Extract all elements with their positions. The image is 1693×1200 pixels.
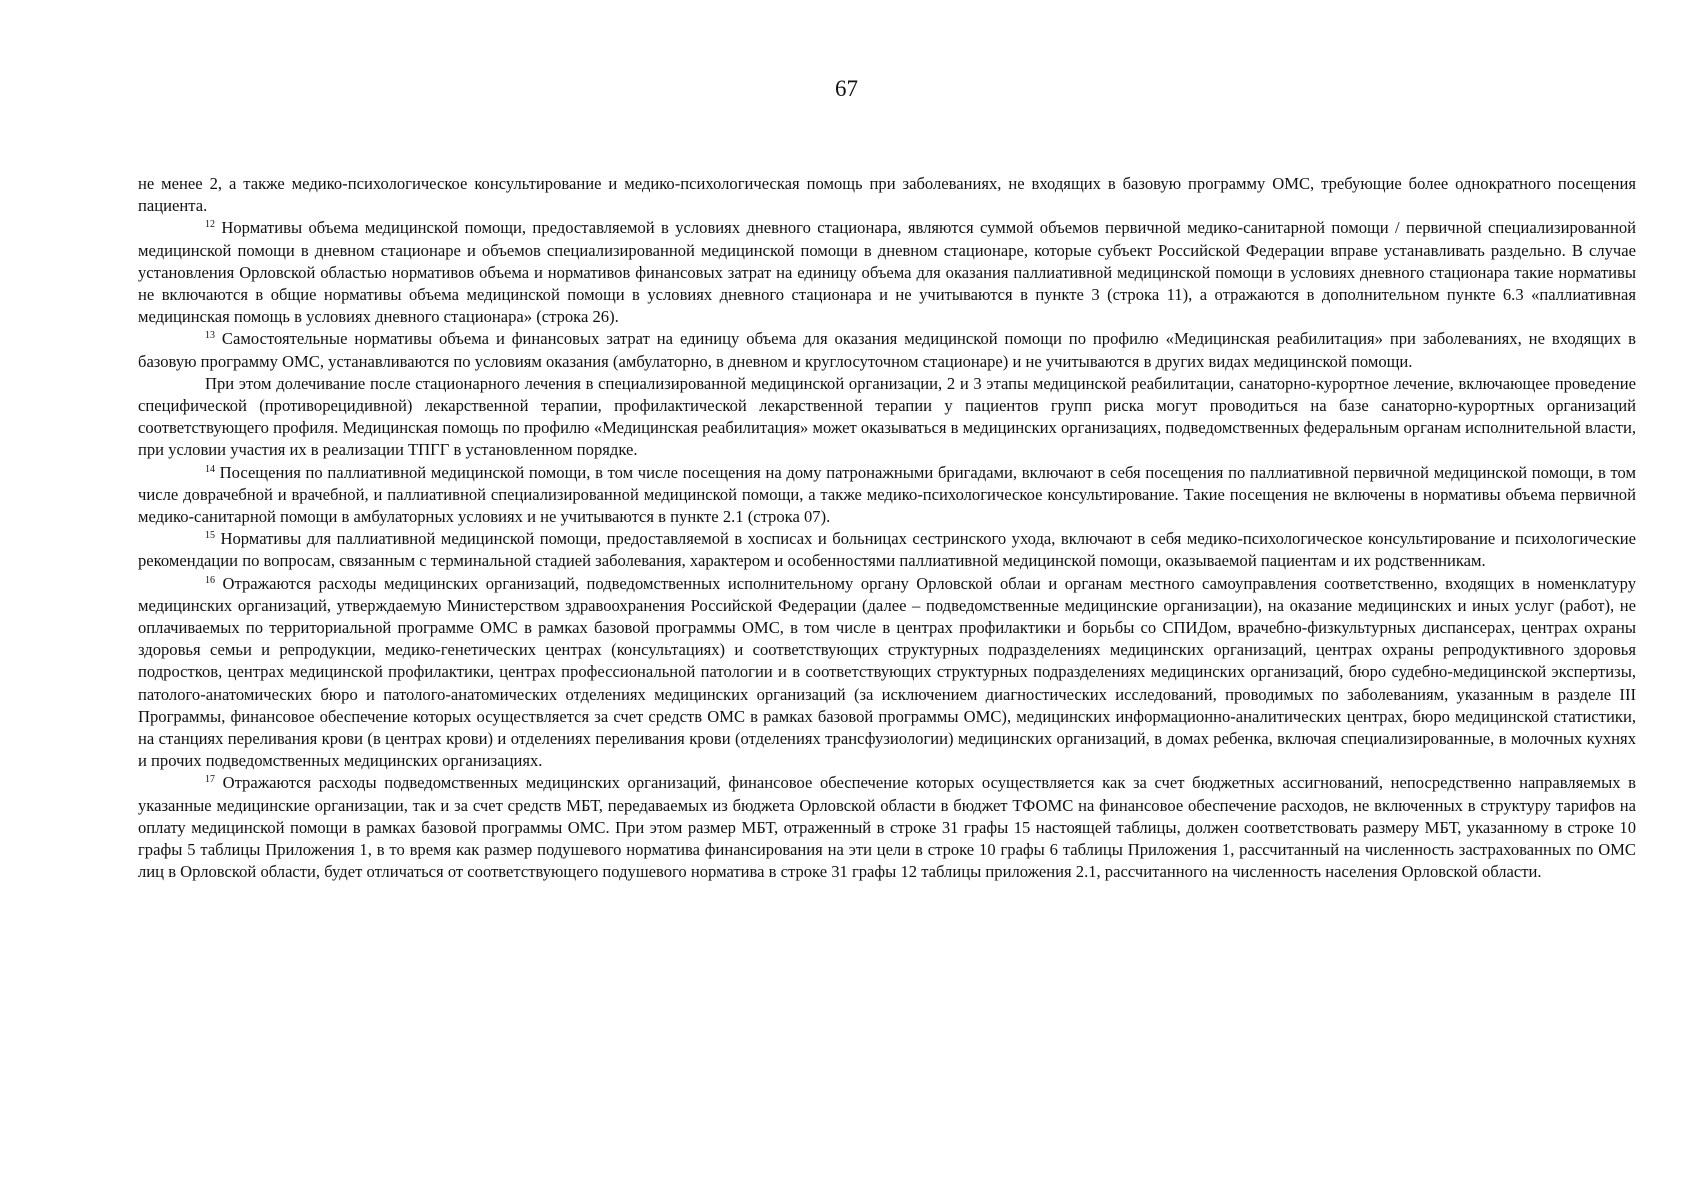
footnote-marker: 15 [205,530,215,542]
footnote-text: Самостоятельные нормативы объема и финансовых затрат на единицу объема для оказания медицинской помощи по профилю «Медицинская реабилитация» при заболеваниях, не входящих в базовую программу ОМС, устанавливаются по условиям оказания (амбулаторно, в дневном и круглосуточном стационаре) и не учитываются в других видах медицинской помощи. [138,329,1636,371]
footnote-13 [138,328,1636,372]
footnote-marker: 13 [205,330,215,342]
footnote-13-continuation [138,373,1636,462]
footnote-marker: 17 [205,774,215,786]
footnote-text: Отражаются расходы подведомственных медицинских организаций, финансовое обеспечение которых осуществляется как за счет бюджетных ассигнований, непосредственно направляемых в указанные медицинские организации, так и за счет средств МБТ, передаваемых из бюджета Орловской области в бюджет ТФОМС на финансовое обеспечение расходов, не включенных в структуру тарифов на оплату медицинской помощи в рамках базовой программы ОМС. При этом размер МБТ, отраженный в строке 31 графы 15 настоящей таблицы, должен соответствовать размеру МБТ, указанному в строке 10 графы 5 таблицы Приложения 1, в то время как размер подушевого норматива финансирования на эти цели в строке 10 графы 6 таблицы Приложения 1, рассчитанный на численность застрахованных по ОМС лиц в Орловской области, будет отличаться от соответствующего подушевого норматива в строке 31 графы 12 таблицы приложения 2.1, рассчитанного на численность населения Орловской области. [138,773,1636,882]
paragraph-text: не менее 2, а также медико-психологическое консультирование и медико-психологическая помощь при заболеваниях, не входящих в базовую программу ОМС, требующие более однократного посещения пациента. [138,174,1636,216]
page-number: 67 [835,76,858,101]
footnote-text: Нормативы для паллиативной медицинской помощи, предоставляемой в хосписах и больницах сестринского ухода, включают в себя медико-психологическое консультирование и психологические рекомендации по вопросам, связанным с терминальной стадией заболевания, характером и особенностями паллиативной медицинской помощи, оказываемой пациентам и их родственникам. [138,529,1636,571]
footnote-16 [138,573,1636,773]
footnote-marker: 16 [205,574,215,586]
footnote-text: Нормативы объема медицинской помощи, предоставляемой в условиях дневного стационара, являются суммой объемов первичной медико-санитарной помощи / первичной специализированной медицинской помощи в дневном стационаре и объемов специализированной медицинской помощи в дневном стационаре, которые субъект Российской Федерации вправе устанавливать раздельно. В случае установления Орловской областью нормативов объема и нормативов финансовых затрат на единицу объема для оказания паллиативной медицинской помощи в условиях дневного стационара такие нормативы не включаются в общие нормативы объема медицинской помощи в условиях дневного стационара и не учитываются в пункте 3 (строка 11), а отражаются в дополнительном пункте 6.3 «паллиативная медицинская помощь в условиях дневного стационара» (строка 26). [138,218,1636,327]
footnote-17 [138,772,1636,883]
footnote-text: Посещения по паллиативной медицинской помощи, в том числе посещения на дому патронажными бригадами, включают в себя посещения по паллиативной первичной медицинской помощи, в том числе доврачебной и врачебной, и паллиативной специализированной медицинской помощи, а также медико-психологическое консультирование. Такие посещения не включены в нормативы объема первичной медико-санитарной помощи в амбулаторных условиях и не учитываются в пункте 2.1 (строка 07). [138,462,1636,527]
footnote-12 [138,217,1636,328]
footnote-14 [138,462,1636,529]
paragraph-continuation [138,173,1636,217]
paragraph-text: При этом долечивание после стационарного лечения в специализированной медицинской организации, 2 и 3 этапы медицинской реабилитации, санаторно-курортное лечение, включающее проведение специфической (противорецидивной) лекарственной терапии, профилактической лекарственной терапии у пациентов групп риска могут проводиться на базе санаторно-курортных организаций соответствующего профиля. Медицинская помощь по профилю «Медицинская реабилитация» может оказываться в медицинских организациях, подведомственных федеральным органам исполнительной власти, при условии участия их в реализации ТПГГ в установленном порядке. [138,373,1636,460]
footnote-text: Отражаются расходы медицинских организаций, подведомственных исполнительному органу Орловской облаи и органам местного самоуправления соответственно, входящих в номенклатуру медицинских организаций, утверждаемую Министерством здравоохранения Российской Федерации (далее – подведомственные медицинские организации), на оказание медицинских и иных услуг (работ), не оплачиваемых по территориальной программе ОМС в рамках базовой программы ОМС, в том числе в центрах профилактики и борьбы со СПИДом, врачебно-физкультурных диспансерах, центрах охраны здоровья семьи и репродукции, медико-генетических центрах (консультациях) и соответствующих структурных подразделениях медицинских организаций, центрах охраны репродуктивного здоровья подростков, центрах медицинской профилактики, центрах профессиональной патологии и в соответствующих структурных подразделениях медицинских организаций, бюро судебно-медицинской экспертизы, патолого-анатомических бюро и патолого-анатомических отделениях медицинских организаций (за исключением диагностических исследований, проводимых по заболеваниям, указанным в разделе III Программы, финансовое обеспечение которых осуществляется за счет средств ОМС в рамках базовой программы ОМС), медицинских информационно-аналитических центрах, бюро медицинской статистики, на станциях переливания крови (в центрах крови) и отделениях переливания крови (отделениях трансфузиологии) медицинских организаций, в домах ребенка, включая специализированные, в молочных кухнях и прочих подведомственных медицинских организациях. [138,573,1636,771]
footnote-marker: 12 [205,219,215,231]
footnote-15 [138,528,1636,572]
footnote-marker: 14 [205,463,215,475]
document-body [138,173,1636,884]
